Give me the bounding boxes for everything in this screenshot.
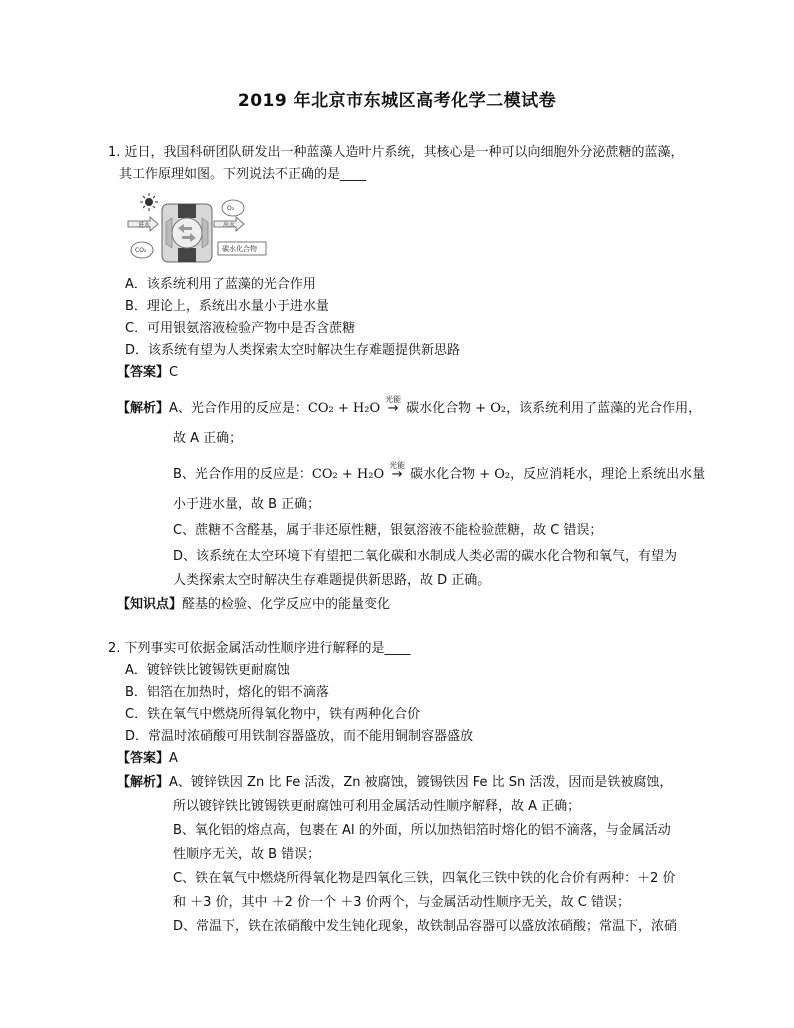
q2-analysis-line1 xyxy=(117,774,672,792)
equation-left-b: CO₂ + H₂O xyxy=(311,467,385,482)
answer-tag: 【答案】 xyxy=(117,751,170,766)
analysis-text: A、镀锌铁因 Zn 比 Fe 活泼，Zn 被腐蚀，镀锡铁因 Fe 比 Sn 活泼，因而是铁被腐蚀， xyxy=(169,775,673,790)
knowledge-value: 醛基的检验、化学反应中的能量变化 xyxy=(182,597,391,612)
co2-label: CO₂ xyxy=(135,247,147,254)
q2-analysis-line2: 所以镀锌铁比镀锡铁更耐腐蚀可利用金属活动性顺序解释，故 A 正确； xyxy=(173,799,581,814)
q1-option-d: D．该系统有望为人类探索太空时解决生存难题提供新思路 xyxy=(125,343,461,358)
q1-analysis-b xyxy=(173,461,706,484)
q1-stem-line1: 1. 近日，我国科研团队研发出一种蓝藻人造叶片系统，其核心是一种可以向细胞外分泌蔗糖的蓝藻， xyxy=(108,145,684,160)
analysis-tag: 【解析】 xyxy=(117,401,170,416)
carbohydrate-label: 碳水化合物 xyxy=(222,245,257,253)
analysis-b-suffix: ，反应消耗水，理论上系统出水量 xyxy=(510,467,706,482)
water-out-label: 出水 xyxy=(223,222,236,229)
o2-bubble xyxy=(222,200,244,216)
knowledge-tag: 【知识点】 xyxy=(117,597,183,612)
equation-right-b: 碳水化合物 + O₂ xyxy=(410,467,511,482)
reaction-arrow-b xyxy=(384,461,410,484)
q1-stem-line2: 其工作原理如图。下列说法不正确的是____ xyxy=(119,167,367,182)
equation-left: CO₂ + H₂O xyxy=(307,401,381,416)
q1-analysis-b-line2: 小于进水量，故 B 正确； xyxy=(173,497,321,512)
reaction-arrow xyxy=(380,395,406,418)
analysis-tag: 【解析】 xyxy=(117,775,170,790)
answer-tag: 【答案】 xyxy=(117,365,170,380)
q1-analysis-c: C、蔗糖不含醛基，属于非还原性糖，银氨溶液不能检验蔗糖，故 C 错误； xyxy=(173,523,603,538)
reaction-condition: 光能 xyxy=(385,395,402,404)
q2-option-d: D．常温时浓硝酸可用铁制容器盛放，而不能用铜制容器盛放 xyxy=(125,729,474,744)
q2-answer xyxy=(117,750,178,768)
q1-analysis-d-line1: D、该系统在太空环境下有望把二氧化碳和水制成人类必需的碳水化合物和氧气，有望为 xyxy=(173,549,678,564)
q2-option-c: C．铁在氧气中燃烧所得氧化物中，铁有两种化合价 xyxy=(125,707,421,722)
q2-analysis-line3: B、氧化铝的熔点高，包裹在 Al 的外面，所以加热铝箔时熔化的铝不滴落，与金属活动 xyxy=(173,823,671,838)
analysis-b-prefix: B、光合作用的反应是： xyxy=(173,467,312,482)
q2-option-b: B．铝箔在加热时，熔化的铝不滴落 xyxy=(125,685,329,700)
answer-value: C xyxy=(169,365,179,380)
reaction-condition-b: 光能 xyxy=(389,461,406,470)
q2-analysis-line4: 性顺序无关，故 B 错误； xyxy=(173,847,321,862)
equation-right: 碳水化合物 + O₂ xyxy=(406,401,507,416)
sun-icon xyxy=(140,193,158,211)
water-out-arrow xyxy=(214,217,244,231)
q1-knowledge xyxy=(117,596,390,614)
q2-analysis-line5: C、铁在氧气中燃烧所得氧化物是四氧化三铁，四氧化三铁中铁的化合价有两种：＋2 价 xyxy=(173,871,676,886)
q2-analysis-line7: D、常温下，铁在浓硝酸中发生钝化现象，故铁制品容器可以盛放浓硝酸；常温下，浓硝 xyxy=(173,919,678,934)
q1-analysis-a xyxy=(117,395,702,418)
q2-stem: 2. 下列事实可依据金属活动性顺序进行解释的是____ xyxy=(108,641,411,656)
q1-option-b: B．理论上，系统出水量小于进水量 xyxy=(125,299,329,314)
carbohydrate-box xyxy=(218,242,266,255)
o2-label: O₂ xyxy=(227,205,235,212)
q2-option-a: A．镀锌铁比镀锡铁更耐腐蚀 xyxy=(125,663,290,678)
q1-option-c: C．可用银氨溶液检验产物中是否含蔗糖 xyxy=(125,321,356,336)
q1-option-a: A．该系统利用了蓝藻的光合作用 xyxy=(125,277,316,292)
q1-analysis-d-line2: 人类探索太空时解决生存难题提供新思路，故 D 正确。 xyxy=(173,573,491,588)
q2-analysis-line6: 和 ＋3 价，其中 ＋2 价一个 ＋3 价两个，与金属活动性顺序无关，故 C 错误； xyxy=(173,895,630,910)
water-in-label: 进水 xyxy=(138,222,151,229)
answer-value: A xyxy=(169,751,178,766)
co2-bubble xyxy=(131,242,153,258)
analysis-a-prefix: A、光合作用的反应是： xyxy=(169,401,308,416)
cyanobacteria-device xyxy=(162,204,212,262)
water-in-arrow xyxy=(128,217,158,231)
q1-analysis-a-line2: 故 A 正确； xyxy=(173,431,243,446)
page-title: 2019 年北京市东城区高考化学二模试卷 xyxy=(237,91,557,111)
q1-answer xyxy=(117,364,178,382)
analysis-a-suffix: ，该系统利用了蓝藻的光合作用， xyxy=(506,401,702,416)
arrow-icon: → xyxy=(391,467,403,482)
q1-diagram xyxy=(126,192,276,264)
arrow-icon: → xyxy=(387,401,399,416)
